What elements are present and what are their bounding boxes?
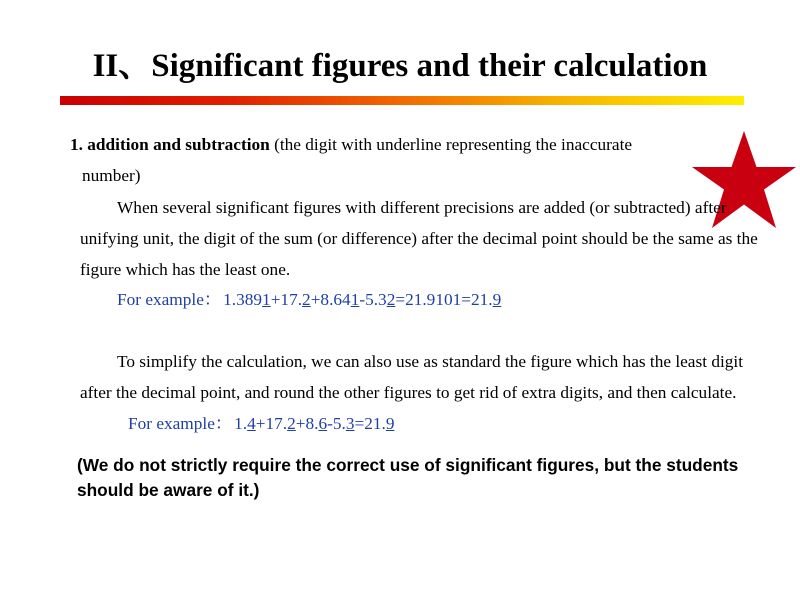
- example-2-expression: [234, 414, 394, 433]
- expression-segment: 1.: [234, 414, 248, 433]
- inaccurate-digit: 9: [385, 414, 395, 433]
- expression-segment: +8.: [295, 414, 319, 433]
- inaccurate-digit: 9: [492, 290, 502, 309]
- inaccurate-digit: 2: [287, 414, 296, 433]
- title-underline-bar: [60, 96, 744, 105]
- expression-segment: +8.64: [310, 290, 351, 309]
- inaccurate-digit: 6: [318, 414, 328, 433]
- expression-segment: -5.: [327, 414, 346, 433]
- inaccurate-digit: 1: [350, 290, 360, 309]
- paragraph-simplify-rule: To simplify the calculation, we can also use as standard the figure which has the least digit after the decimal point, and round the other figures to get rid of extra digits, and then calculate.: [80, 352, 744, 402]
- expression-segment: +17.: [255, 414, 288, 433]
- inaccurate-digit: 1: [262, 290, 271, 309]
- example-1: [117, 284, 501, 315]
- example-2: [128, 408, 394, 439]
- slide-title: II、Significant figures and their calculation: [92, 48, 708, 84]
- section-heading: [70, 129, 734, 191]
- section-heading-continuation: number): [82, 166, 141, 185]
- expression-segment: =21.9101=21.: [395, 290, 493, 309]
- note-text: (We do not strictly require the correct use of significant figures, but the students should be aware of it.): [77, 455, 739, 500]
- example-1-label: For example：: [117, 290, 222, 309]
- section-heading-note: (the digit with underline representing the inaccurate: [269, 135, 633, 154]
- expression-segment: =21.: [354, 414, 386, 433]
- inaccurate-digit: 3: [345, 414, 355, 433]
- inaccurate-digit: 4: [247, 414, 256, 433]
- example-1-expression: [223, 290, 501, 309]
- expression-segment: +17.: [270, 290, 303, 309]
- paragraph-precision-rule: When several significant figures with different precisions are added (or subtracted) after unifying unit, the digit of the sum (or difference) after the decimal point should be the same as the figure which has the least one.: [80, 198, 758, 279]
- inaccurate-digit: 2: [386, 290, 396, 309]
- inaccurate-digit: 2: [302, 290, 311, 309]
- expression-segment: -5.3: [359, 290, 387, 309]
- section-heading-bold: 1. addition and subtraction: [70, 135, 270, 154]
- expression-segment: 1.389: [223, 290, 263, 309]
- example-2-label: For example：: [128, 414, 233, 433]
